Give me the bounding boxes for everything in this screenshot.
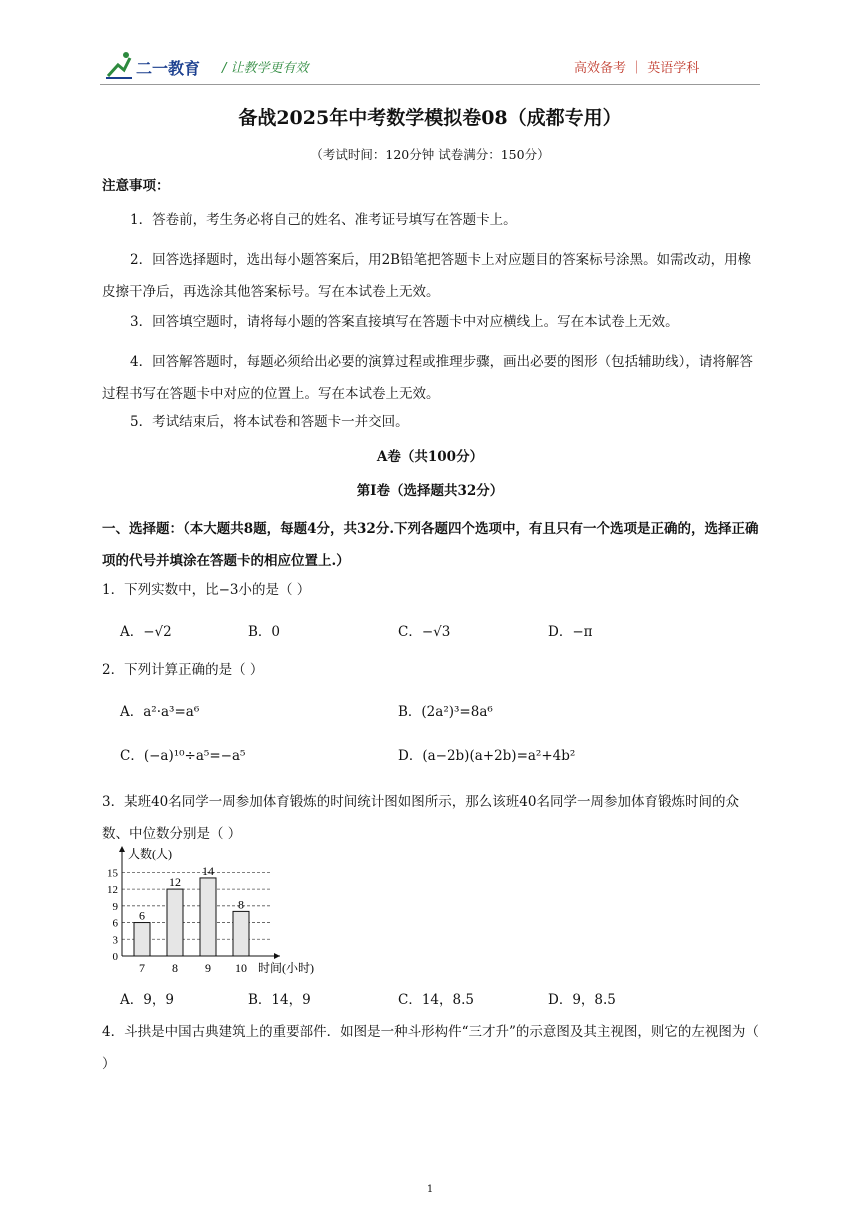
header-divider (100, 84, 760, 85)
note-item: 5．考试结束后，将本试卷和答题卡一并交回。 (130, 414, 409, 430)
note-item: 3．回答填空题时，请将每小题的答案直接填写在答题卡中对应横线上。写在本试卷上无效。 (130, 314, 679, 330)
q3-option-c: C．14，8.5 (398, 992, 474, 1008)
note-item: 4．回答解答题时，每题必须给出必要的演算过程或推理步骤，画出必要的图形（包括辅助线），请将解答过程书写在答题卡中对应的位置上。写在本试卷上无效。 (102, 354, 753, 402)
note-item: 1．答卷前，考生务必将自己的姓名、准考证号填写在答题卡上。 (130, 212, 517, 228)
q3-bar-chart (100, 840, 340, 980)
bar-data-label: 6 (139, 908, 145, 923)
x-axis-arrow-icon (274, 953, 280, 959)
bar-data-label: 12 (169, 875, 181, 890)
q3-option-b: B．14，9 (248, 992, 311, 1008)
q3-stem: 3．某班40名同学一周参加体育锻炼的时间统计图如图所示，那么该班40名同学一周参加体育锻炼时间的众数、中位数分别是（ ） (102, 794, 739, 842)
q3-option-a: A．9，9 (120, 992, 174, 1008)
page-number: 1 (426, 1184, 434, 1195)
bar (233, 911, 249, 956)
y-axis-arrow-icon (119, 846, 125, 852)
q2-option-b: B．(2a²)³=8a⁶ (398, 704, 493, 720)
bar-data-label: 14 (202, 863, 214, 878)
notes-heading: 注意事项： (102, 178, 170, 194)
logo-text: 二一教育 (136, 59, 201, 78)
note-item: 2．回答选择题时，选出每小题答案后，用2B铅笔把答题卡上对应题目的答案标号涂黑。如需改动，用橡皮擦干净后，再选涂其他答案标号。写在本试卷上无效。 (102, 252, 752, 300)
y-tick-label: 12 (107, 884, 118, 897)
q2-option-a: A．a²·a³=a⁶ (120, 704, 200, 720)
q1-option-a: A．−√2 (120, 624, 172, 640)
section-1-heading: 一、选择题：（本大题共8题，每题4分，共32分.下列各题四个选项中，有且只有一个选项是正确的，选择正确项的代号并填涂在答题卡的相应位置上.） (102, 521, 759, 569)
runner-logo-icon (104, 50, 134, 80)
page-title: 备战2025年中考数学模拟卷08（成都专用） (238, 107, 622, 129)
bar-data-label: 8 (238, 897, 244, 912)
x-tick-label: 8 (172, 961, 178, 975)
q2-stem: 2．下列计算正确的是（ ） (102, 662, 264, 678)
part-1-title: 第Ⅰ卷（选择题共32分） (356, 483, 504, 499)
q2-option-d: D．(a−2b)(a+2b)=a²+4b² (398, 748, 576, 764)
q3-option-d: D．9，8.5 (548, 992, 616, 1008)
bar (134, 923, 150, 956)
page-header (104, 50, 724, 84)
x-tick-label: 10 (235, 961, 247, 975)
q1-stem: 1．下列实数中，比−3小的是（ ） (102, 582, 311, 598)
x-tick-label: 7 (139, 961, 145, 975)
exam-info: （考试时间：120分钟 试卷满分：150分） (310, 147, 550, 162)
y-tick-label: 0 (112, 951, 118, 963)
header-subject: 高效备考 ｜ 英语学科 (574, 61, 700, 76)
y-tick-label: 6 (112, 917, 118, 930)
y-axis-label: 人数(人) (128, 847, 172, 861)
q1-option-b: B．0 (248, 624, 281, 640)
chart-bars (134, 878, 249, 956)
bar (200, 878, 216, 956)
x-tick-label: 9 (205, 961, 211, 975)
q1-option-d: D．−π (548, 624, 593, 640)
y-tick-label: 9 (112, 900, 118, 913)
y-tick-label: 3 (112, 934, 118, 947)
y-tick-label: 15 (107, 867, 118, 880)
q4-stem: 4．斗拱是中国古典建筑上的重要部件．如图是一种斗形构件“三才升”的示意图及其主视图，则它的左视图为（ ） (102, 1024, 759, 1072)
q2-option-c: C．(−a)¹⁰÷a⁵=−a⁵ (120, 748, 246, 764)
section-a-title: A卷（共100分） (376, 449, 484, 465)
q1-option-c: C．−√3 (398, 624, 451, 640)
x-axis-label: 时间(小时) (258, 961, 314, 975)
slogan: / 让教学更有效 (222, 61, 309, 76)
bar (167, 889, 183, 956)
